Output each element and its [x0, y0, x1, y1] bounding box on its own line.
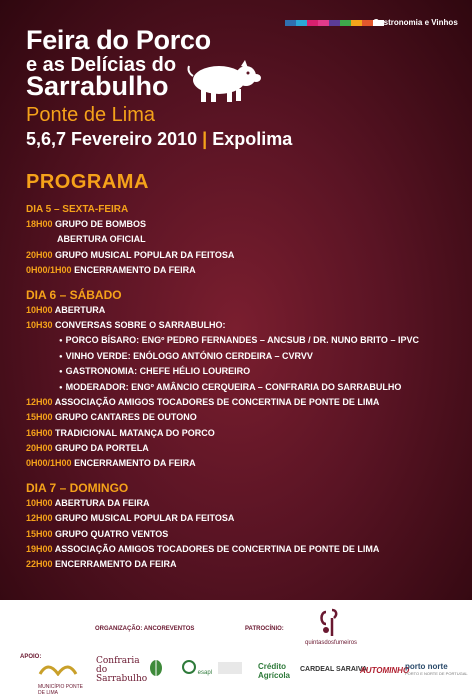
credito-logo	[258, 662, 292, 680]
row-time: 15H00	[26, 528, 53, 539]
row-time: 22H00	[26, 559, 53, 570]
event-dates	[26, 128, 292, 150]
schedule-row	[26, 303, 466, 318]
schedule-row	[26, 248, 466, 263]
row-text: TRADICIONAL MATANÇA DO PORCO	[55, 427, 215, 438]
small-emblem-icon	[218, 662, 242, 674]
programa-heading: PROGRAMA	[26, 171, 149, 193]
row-text: GRUPO QUATRO VENTOS	[55, 528, 169, 539]
dates-separator: |	[202, 129, 208, 149]
schedule-row	[26, 496, 466, 511]
color-swatch	[362, 20, 373, 26]
bullet-item: ● GASTRONOMIA: CHEFE HÉLIO LOUREIRO	[26, 364, 466, 379]
row-text: GRUPO MUSICAL POPULAR DA FEITOSA	[55, 249, 235, 260]
row-text: ABERTURA DA FEIRA	[54, 497, 150, 508]
day-heading: DIA 7 – DOMINGO	[26, 480, 129, 495]
row-time: 18H00	[26, 219, 53, 229]
category-label: Gastronomia e Vinhos	[373, 18, 458, 27]
portonorte-sub: PORTO E NORTE DE PORTUGAL	[405, 671, 468, 676]
day-heading: DIA 6 – SÁBADO	[26, 287, 122, 302]
venue-text: Expolima	[212, 129, 293, 149]
row-text: ASSOCIAÇÃO AMIGOS TOCADORES DE CONCERTINA DE PONTE DE LIMA	[54, 396, 380, 407]
portonorte-name: porto norte	[405, 662, 448, 671]
row-text: GRUPO CANTARES DE OUTONO	[55, 412, 197, 423]
schedule-row	[26, 410, 466, 425]
esa-circle-icon	[182, 660, 196, 674]
color-swatch	[318, 20, 329, 26]
row-text: GRUPO DE BOMBOS	[55, 219, 147, 229]
dates-text: 5,6,7 Fevereiro 2010	[26, 129, 198, 149]
schedule-row	[26, 232, 466, 247]
bullet-item: ● PORCO BÍSARO: ENGº PEDRO FERNANDES – ANCSUB / DR. NUNO BRITO – IPVC	[26, 333, 466, 348]
schedule-row	[26, 527, 466, 542]
row-text: ENCERRAMENTO DA FEIRA	[55, 559, 177, 570]
schedule-row	[26, 542, 466, 557]
row-time: 15H00	[26, 412, 53, 423]
esa-name: esapl	[197, 670, 213, 676]
row-text: GRUPO MUSICAL POPULAR DA FEITOSA	[55, 513, 235, 524]
org-value: ANCOREVENTOS	[143, 626, 195, 632]
cardeal-logo: CARDEAL SARAIVA	[300, 666, 368, 673]
title-line-2: e as Delícias do	[26, 54, 177, 76]
municipio-logo	[38, 658, 86, 696]
pig-icon	[183, 58, 263, 104]
esa-logo	[182, 660, 212, 676]
confraria-name: Confraria do Sarrabulho	[96, 656, 148, 684]
day-heading: DIA 5 – SEXTA-FEIRA	[26, 204, 129, 215]
title-line-3: Sarrabulho	[26, 71, 169, 101]
row-time: 10H30	[26, 319, 53, 330]
row-time: 12H00	[26, 396, 53, 407]
schedule-row	[26, 511, 466, 526]
row-time: 0H00/1H00	[26, 265, 72, 276]
support-label: APOIO:	[20, 654, 42, 660]
row-text: ENCERRAMENTO DA FEIRA	[74, 458, 196, 469]
sponsor-label: PATROCÍNIO:	[245, 626, 284, 632]
schedule-row	[26, 263, 466, 278]
row-time: 19H00	[26, 544, 53, 555]
org-label: ORGANIZAÇÃO:	[95, 626, 143, 632]
sponsor-logo	[305, 608, 357, 646]
small-logo	[218, 662, 248, 676]
title-line-1: Feira do Porco	[26, 25, 211, 55]
row-time: 10H00	[26, 497, 53, 508]
color-swatch	[329, 20, 340, 26]
color-swatch	[296, 20, 307, 26]
row-text: CONVERSAS SOBRE O SARRABULHO:	[55, 319, 226, 330]
bullet-item: ● MODERADOR: ENGº AMÂNCIO CERQUEIRA – CONFRARIA DO SARRABULHO	[26, 380, 466, 395]
schedule-row	[26, 456, 466, 471]
leaf-icon	[146, 658, 166, 678]
schedule	[26, 202, 466, 573]
credito-name: Crédito Agrícola	[258, 662, 291, 680]
row-text: ENCERRAMENTO DA FEIRA	[74, 265, 196, 276]
footer	[0, 600, 472, 695]
confraria-logo	[96, 657, 146, 684]
color-swatch	[285, 20, 296, 26]
bridge-icon	[38, 658, 78, 676]
sponsor-emblem-icon	[318, 608, 344, 638]
schedule-row	[26, 217, 466, 232]
row-time: 20H00	[26, 443, 53, 454]
color-strip	[285, 20, 384, 26]
row-time: 16H00	[26, 427, 53, 438]
schedule-row	[26, 318, 466, 333]
row-time: 12H00	[26, 513, 53, 524]
row-text: GRUPO DA PORTELA	[55, 443, 149, 454]
sponsor-name: quintasdosfumeiros	[305, 640, 358, 646]
row-text: ABERTURA	[54, 304, 106, 315]
row-time: 10H00	[26, 304, 53, 315]
location: Ponte de Lima	[26, 104, 155, 126]
schedule-row	[26, 557, 466, 572]
color-swatch	[351, 20, 362, 26]
schedule-row	[26, 395, 466, 410]
municipio-name: MUNICÍPIO PONTE DE LIMA	[38, 684, 84, 696]
row-time: 0H00/1H00	[26, 458, 72, 469]
color-swatch	[340, 20, 351, 26]
color-swatch	[307, 20, 318, 26]
leaf-logo	[146, 658, 176, 680]
schedule-row	[26, 441, 466, 456]
row-time: 20H00	[26, 249, 53, 260]
bullet-item: ● VINHO VERDE: ENÓLOGO ANTÓNIO CERDEIRA – CVRVV	[26, 349, 466, 364]
schedule-row	[26, 426, 466, 441]
row-text: ASSOCIAÇÃO AMIGOS TOCADORES DE CONCERTINA DE PONTE DE LIMA	[54, 544, 380, 555]
autominho-logo: AUTOMINHO	[360, 666, 410, 675]
portonorte-logo	[405, 662, 468, 676]
row-text: ABERTURA OFICIAL	[57, 234, 146, 245]
organization	[95, 626, 194, 632]
